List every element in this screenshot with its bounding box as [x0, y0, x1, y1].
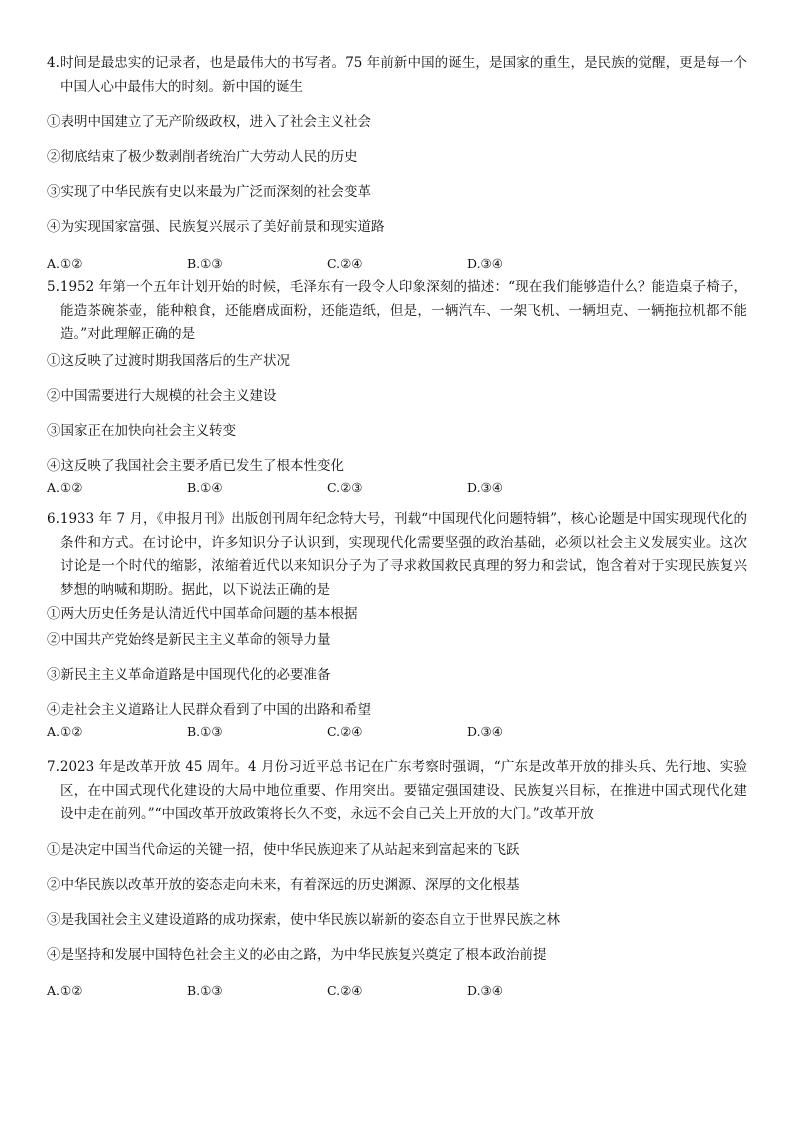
statement-option: ④是坚持和发展中国特色社会主义的必由之路，为中华民族复兴奠定了根本政治前提 — [47, 946, 547, 963]
choice-d[interactable]: D.③④ — [467, 479, 503, 495]
question-6 — [47, 508, 747, 742]
statement-option: ①表明中国建立了无产阶级政权，进入了社会主义社会 — [47, 114, 371, 130]
statement-option: ③新民主主义革命道路是中国现代化的必要准备 — [47, 667, 331, 683]
choice-a[interactable]: A.①② — [47, 256, 83, 271]
question-7 — [47, 756, 747, 1001]
statement-option: ③国家正在加快向社会主义转变 — [47, 422, 236, 439]
statement-option: ④走社会主义道路让人民群众看到了中国的出路和希望 — [47, 702, 371, 718]
statement-option: ③实现了中华民族有史以来最为广泛而深刻的社会变革 — [47, 184, 371, 200]
question-stem: 6.1933 年 7 月，《申报月刊》出版创刊周年纪念特大号，刊载“中国现代化问题特辑”，核心论题是中国实现现代化的条件和方式。在讨论中，许多知识分子认识到，实现现代化需要坚强的政治基础，必须以社会主义发展实业。这次讨论是一个时代的缩影，浓缩着近代以来知识分子为了寻求救国救民真理的努力和尝试，饱含着对于实现民族复兴梦想的呐喊和期盼。据此，以下说法正确的是 — [47, 511, 747, 598]
answer-choices — [47, 478, 747, 498]
choice-c[interactable]: C.②③ — [327, 479, 363, 495]
answer-choices — [47, 722, 747, 742]
question-stem: 4.时间是最忠实的记录者，也是最伟大的书写者。75 年前新中国的诞生，是国家的重生，是民族的觉醒，更是每一个中国人心中最伟大的时刻。新中国的诞生 — [47, 55, 747, 95]
choice-b[interactable]: B.①③ — [187, 256, 223, 271]
question-4 — [47, 52, 747, 274]
choice-a[interactable]: A.①② — [47, 982, 83, 998]
choice-b[interactable]: B.①③ — [187, 724, 223, 739]
choice-d[interactable]: D.③④ — [467, 256, 503, 271]
statement-option: ①这反映了过渡时期我国落后的生产状况 — [47, 352, 290, 369]
statement-option: ②中国共产党始终是新民主主义革命的领导力量 — [47, 632, 331, 648]
choice-b[interactable]: B.①④ — [187, 479, 223, 495]
choice-b[interactable]: B.①③ — [187, 982, 223, 998]
choice-d[interactable]: D.③④ — [467, 982, 503, 998]
statement-option: ③是我国社会主义建设道路的成功探索，使中华民族以崭新的姿态自立于世界民族之林 — [47, 911, 560, 928]
choice-c[interactable]: C.②④ — [327, 724, 363, 739]
statement-option: ④这反映了我国社会主要矛盾已发生了根本性变化 — [47, 457, 344, 474]
question-5 — [47, 276, 747, 498]
statement-option: ①两大历史任务是认清近代中国革命问题的基本根据 — [47, 606, 358, 622]
statement-option: ②中国需要进行大规模的社会主义建设 — [47, 387, 277, 404]
question-stem: 5.1952 年第一个五年计划开始的时候，毛泽东有一段令人印象深刻的描述：“现在我们能够造什么？能造桌子椅子，能造茶碗茶壶，能种粮食，还能磨成面粉，还能造纸，但是，一辆汽车、一架飞机、一辆坦克、一辆拖拉机都不能造。”对此理解正确的是 — [47, 279, 747, 342]
choice-a[interactable]: A.①② — [47, 479, 83, 495]
answer-choices — [47, 254, 747, 274]
choice-d[interactable]: D.③④ — [467, 724, 503, 739]
question-stem: 7.2023 年是改革开放 45 周年。4 月份习近平总书记在广东考察时强调，“广东是改革开放的排头兵、先行地、实验区，在中国式现代化建设的大局中地位重要、作用突出。要锚定强国建设、民族复兴目标，在推进中国式现代化建设中走在前列。”“中国改革开放政策将长久不变，永远不会自己关上开放的大门。”改革开放 — [47, 759, 747, 822]
statement-option: ①是决定中国当代命运的关键一招，使中华民族迎来了从站起来到富起来的飞跃 — [47, 841, 520, 858]
statement-option: ④为实现国家富强、民族复兴展示了美好前景和现实道路 — [47, 219, 385, 235]
statement-option: ②彻底结束了极少数剥削者统治广大劳动人民的历史 — [47, 149, 358, 165]
choice-a[interactable]: A.①② — [47, 724, 83, 739]
answer-choices — [47, 981, 747, 1001]
choice-c[interactable]: C.②④ — [327, 256, 363, 271]
choice-c[interactable]: C.②④ — [327, 982, 363, 998]
statement-option: ②中华民族以改革开放的姿态走向未来，有着深远的历史渊源、深厚的文化根基 — [47, 876, 520, 893]
